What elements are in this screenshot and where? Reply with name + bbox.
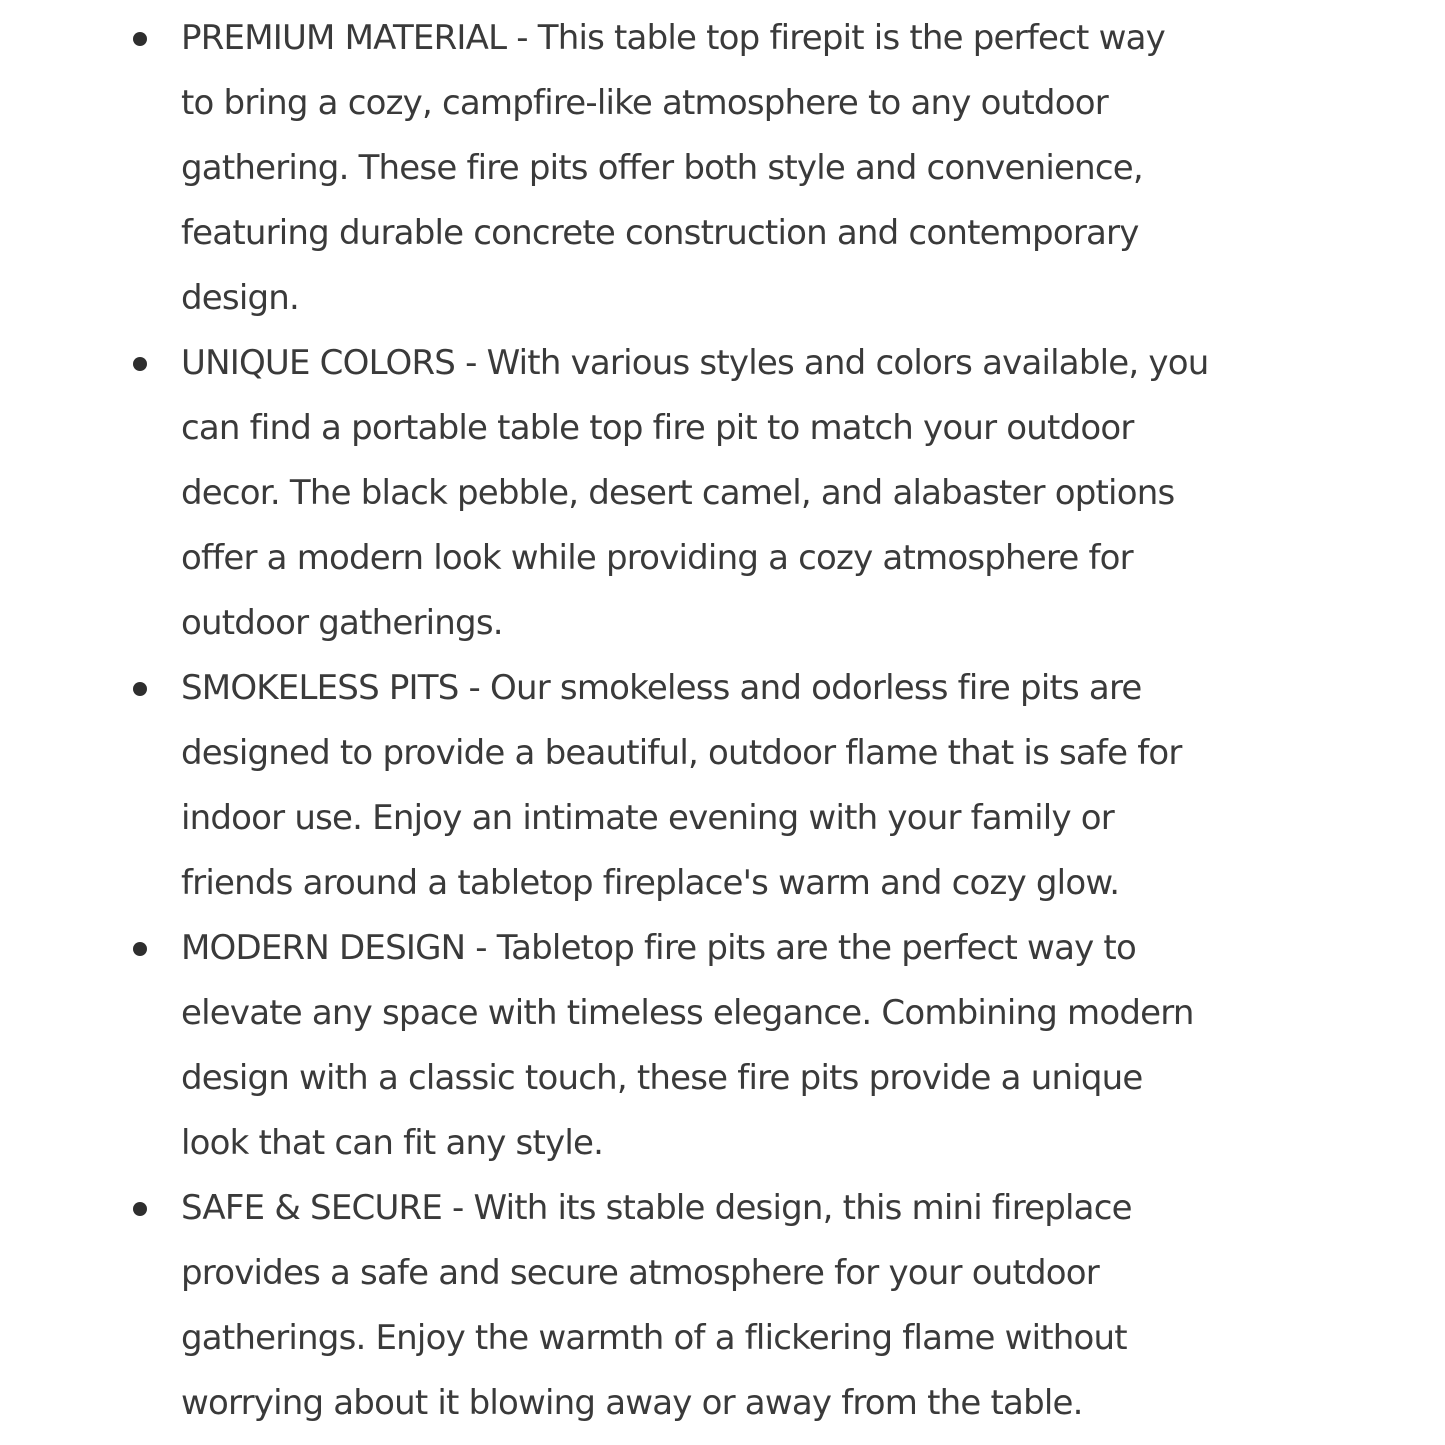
feature-text-line: outdoor gatherings.: [181, 603, 503, 643]
feature-text-line: MODERN DESIGN - Tabletop fire pits are the perfect way to: [181, 928, 1136, 968]
feature-text-line: design.: [181, 278, 299, 318]
bullet-icon: [133, 357, 147, 371]
feature-text-line: design with a classic touch, these fire pits provide a unique: [181, 1058, 1143, 1098]
bullet-icon: [133, 942, 147, 956]
bullet-icon: [133, 32, 147, 46]
feature-text-line: SMOKELESS PITS - Our smokeless and odorless fire pits are: [181, 668, 1142, 708]
feature-text-line: decor. The black pebble, desert camel, and alabaster options: [181, 473, 1175, 513]
feature-item-smokeless-pits: [0, 656, 1281, 916]
feature-text-line: provides a safe and secure atmosphere for your outdoor: [181, 1253, 1099, 1293]
feature-text-line: UNIQUE COLORS - With various styles and colors available, you: [181, 343, 1209, 383]
feature-text-line: can find a portable table top fire pit to match your outdoor: [181, 408, 1134, 448]
feature-text-line: SAFE & SECURE - With its stable design, this mini fireplace: [181, 1188, 1132, 1228]
feature-item-premium-material: [0, 6, 1281, 331]
feature-item-safe-secure: [0, 1176, 1281, 1436]
feature-text-line: friends around a tabletop fireplace's warm and cozy glow.: [181, 863, 1120, 903]
feature-text-line: elevate any space with timeless elegance. Combining modern: [181, 993, 1194, 1033]
feature-text-line: gatherings. Enjoy the warmth of a flickering flame without: [181, 1318, 1127, 1358]
feature-text-line: featuring durable concrete construction and contemporary: [181, 213, 1139, 253]
feature-text-line: look that can fit any style.: [181, 1123, 604, 1163]
feature-item-modern-design: [0, 916, 1281, 1176]
feature-text-line: to bring a cozy, campfire-like atmosphere to any outdoor: [181, 83, 1108, 123]
feature-item-unique-colors: [0, 331, 1281, 656]
feature-text-line: gathering. These fire pits offer both style and convenience,: [181, 148, 1143, 188]
bullet-icon: [133, 1202, 147, 1216]
feature-text-line: worrying about it blowing away or away from the table.: [181, 1383, 1083, 1423]
feature-text-line: PREMIUM MATERIAL - This table top firepit is the perfect way: [181, 18, 1165, 58]
feature-text-line: offer a modern look while providing a cozy atmosphere for: [181, 538, 1133, 578]
feature-text-line: designed to provide a beautiful, outdoor flame that is safe for: [181, 733, 1182, 773]
bullet-icon: [133, 682, 147, 696]
feature-text-line: indoor use. Enjoy an intimate evening with your family or: [181, 798, 1114, 838]
